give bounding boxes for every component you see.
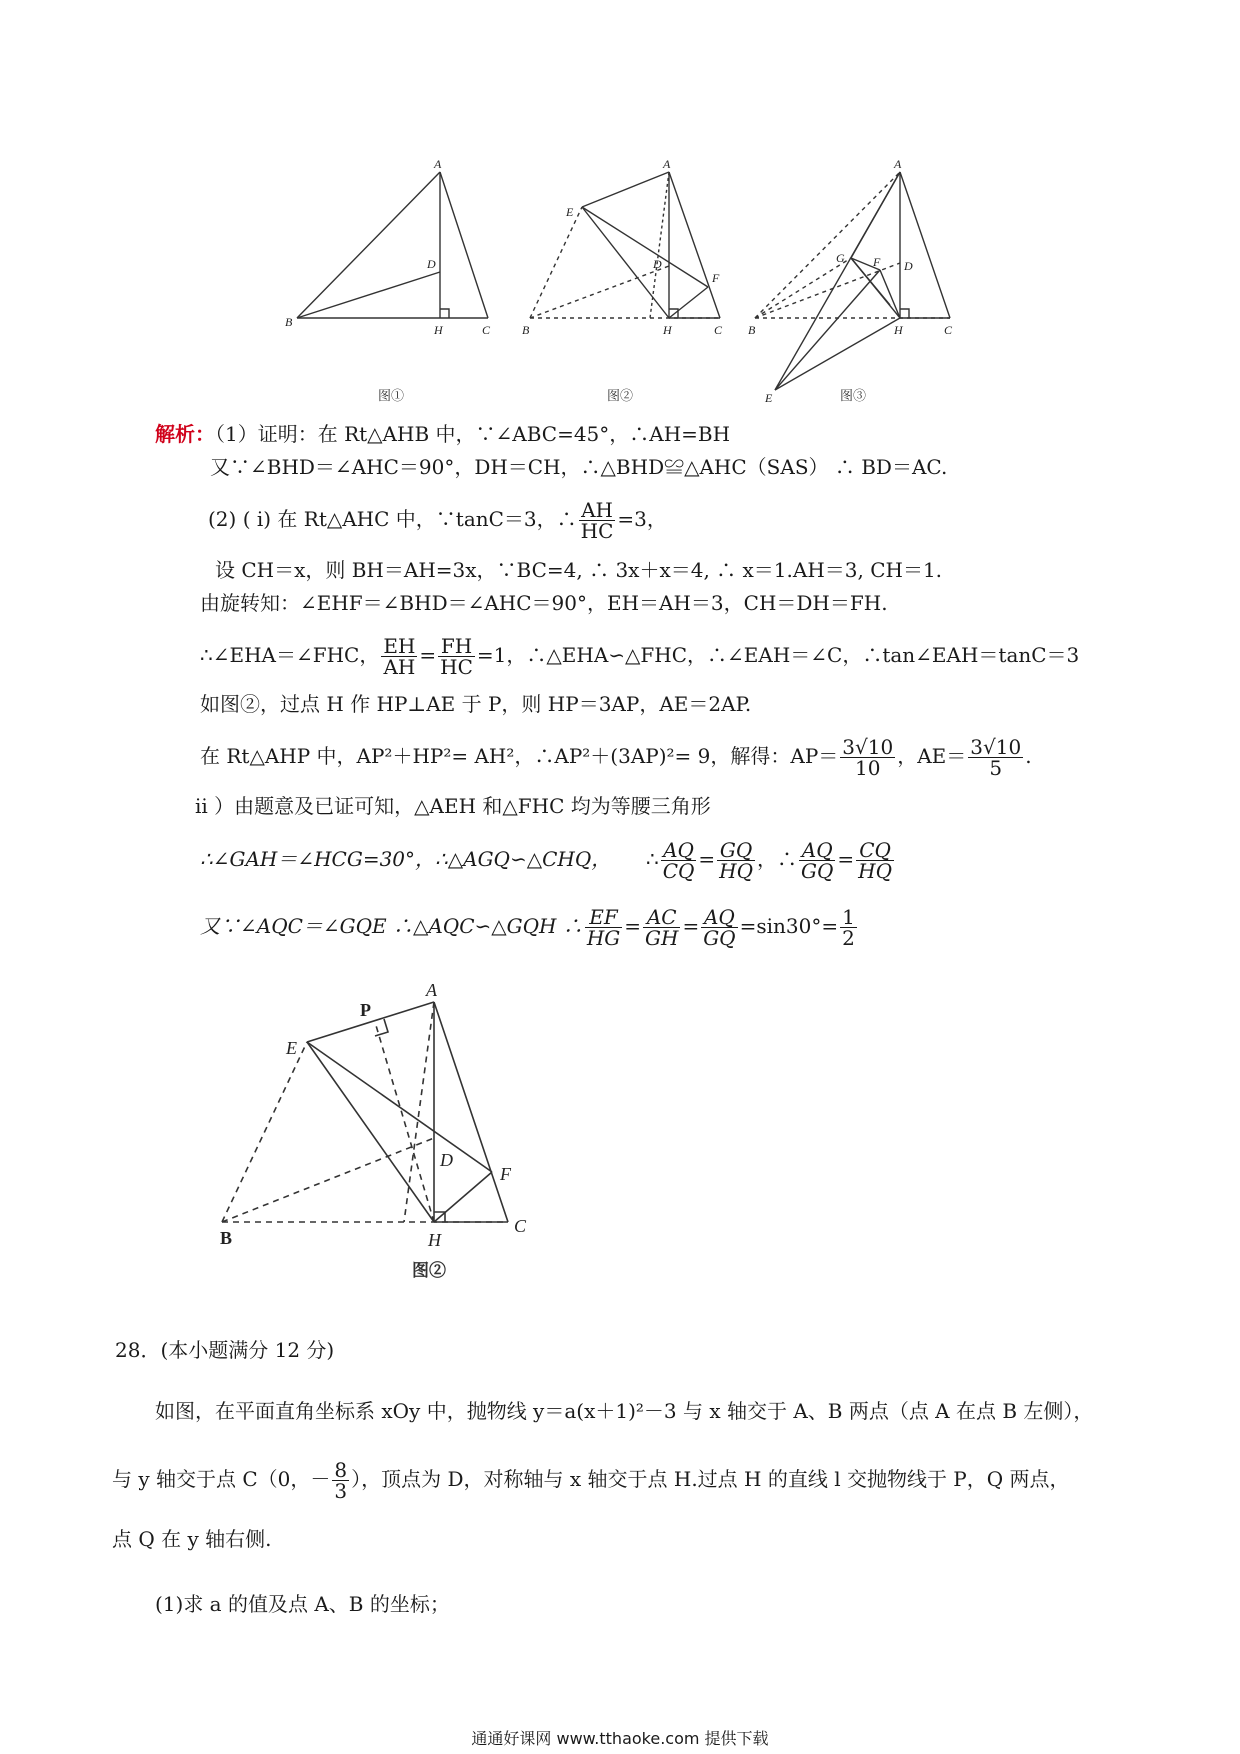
solution-line-10: ∴∠GAH＝∠HCG=30°，∴△AGQ∽△CHQ， ∴ $\frac{AQ}{CQ}$ = $\frac{GQ}{HQ}$ ，∴ $\frac{AQ}{GQ}$ = $\frac{CQ}{HQ}$ bbox=[200, 838, 892, 883]
solution-line-8: 在 Rt△AHP 中，AP²＋HP²= AH²，∴AP²＋(3AP)²= 9，解得：AP＝ $\frac{3√10}{10}$ ，AE＝ $\frac{3√10}{5}$ . bbox=[200, 735, 1032, 780]
figure-2 bbox=[530, 172, 720, 318]
solution-line-1: 解析：（1）证明：在 Rt△AHB 中，∵∠ABC=45°，∴AH=BH bbox=[155, 422, 731, 446]
big-fig-caption: 图② bbox=[412, 1261, 446, 1281]
solution-line-7: 如图②，过点 H 作 HP⊥AE 于 P，则 HP＝3AP，AE＝2AP. bbox=[200, 692, 752, 716]
fig3-label-D: D bbox=[904, 259, 913, 273]
fig2-label-A: A bbox=[663, 157, 671, 171]
fig2-label-H: H bbox=[663, 323, 672, 337]
fig2-label-C: C bbox=[714, 323, 723, 337]
figure-3 bbox=[755, 172, 950, 390]
fig1-label-A: A bbox=[434, 157, 442, 171]
problem-28-header: 28．(本小题满分 12 分) bbox=[115, 1338, 335, 1362]
large-figure-2 bbox=[0, 960, 620, 1280]
fig2-label-F: F bbox=[712, 271, 720, 285]
fig3-label-B: B bbox=[748, 323, 756, 337]
solution-line-11: 又∵∠AQC＝∠GQE ∴△AQC∽△GQH ∴ $\frac{EF}{HG}$ = $\frac{AC}{GH}$ = $\frac{AQ}{GQ}$ =sin30°= $\frac{1}{2}$ bbox=[200, 905, 855, 950]
page-footer: 通通好课网 www.tthaoke.com 提供下载 bbox=[471, 1729, 769, 1748]
fig2-caption: 图② bbox=[607, 389, 634, 404]
fig1-label-H: H bbox=[434, 323, 443, 337]
fig2-label-B: B bbox=[522, 323, 530, 337]
problem-28-line-2: 与 y 轴交于点 C（0，－ $\frac{8}{3}$ ），顶点为 D，对称轴与 x 轴交于点 H.过点 H 的直线 l 交抛物线于 P，Q 两点， bbox=[112, 1458, 1070, 1503]
fig3-label-C: C bbox=[944, 323, 953, 337]
big-label-C: C bbox=[514, 1216, 527, 1236]
fig1-caption: 图① bbox=[378, 389, 405, 404]
fig3-label-F: F bbox=[873, 255, 881, 269]
problem-28-question-1: (1)求 a 的值及点 A、B 的坐标； bbox=[155, 1592, 450, 1616]
fig3-label-G: G bbox=[836, 251, 845, 265]
big-label-F: F bbox=[500, 1164, 511, 1184]
figure-1 bbox=[297, 172, 488, 318]
problem-28-line-1: 如图，在平面直角坐标系 xOy 中，抛物线 y＝a(x＋1)²－3 与 x 轴交于 A、B 两点（点 A 在点 B 左侧）， bbox=[155, 1399, 1094, 1423]
fig3-label-E: E bbox=[765, 391, 773, 405]
big-label-P: P bbox=[360, 1000, 371, 1020]
problem-28-line-3: 点 Q 在 y 轴右侧. bbox=[112, 1527, 272, 1551]
fig1-label-B: B bbox=[285, 315, 293, 329]
fig2-label-E: E bbox=[566, 205, 574, 219]
solution-line-6: ∴∠EHA＝∠FHC， $\frac{EH}{AH}$ = $\frac{FH}{HC}$ =1，∴△EHA∽△FHC，∴∠EAH＝∠C，∴tan∠EAH＝tanC＝3 bbox=[200, 634, 1080, 679]
solution-line-5: 由旋转知：∠EHF＝∠BHD＝∠AHC＝90°，EH＝AH＝3，CH＝DH＝FH. bbox=[200, 591, 888, 615]
big-label-B: B bbox=[220, 1228, 233, 1248]
solution-line-4: 设 CH＝x，则 BH＝AH=3x，∵BC=4, ∴ 3x＋x＝4, ∴ x＝1.AH＝3, CH＝1. bbox=[215, 558, 943, 582]
fig1-label-C: C bbox=[482, 323, 491, 337]
fig3-caption: 图③ bbox=[840, 389, 867, 404]
big-label-E: E bbox=[286, 1038, 297, 1058]
solution-label: 解析 bbox=[155, 422, 195, 446]
fig3-label-A: A bbox=[894, 157, 902, 171]
big-label-A: A bbox=[426, 980, 437, 1000]
big-label-H: H bbox=[428, 1230, 441, 1250]
solution-line-3: (2) ( i) 在 Rt△AHC 中，∵tanC＝3，∴ $\frac{AH}{HC}$ =3， bbox=[208, 498, 667, 543]
big-label-D: D bbox=[440, 1150, 453, 1170]
fig2-label-D: D bbox=[653, 257, 662, 271]
fig3-label-H: H bbox=[894, 323, 903, 337]
top-figures bbox=[0, 0, 1240, 420]
solution-line-9: ii ）由题意及已证可知，△AEH 和△FHC 均为等腰三角形 bbox=[195, 794, 711, 818]
solution-line-2: 又∵∠BHD＝∠AHC＝90°，DH＝CH，∴△BHD≌△AHC（SAS） ∴ BD＝AC. bbox=[210, 455, 948, 479]
fig1-label-D: D bbox=[427, 257, 436, 271]
